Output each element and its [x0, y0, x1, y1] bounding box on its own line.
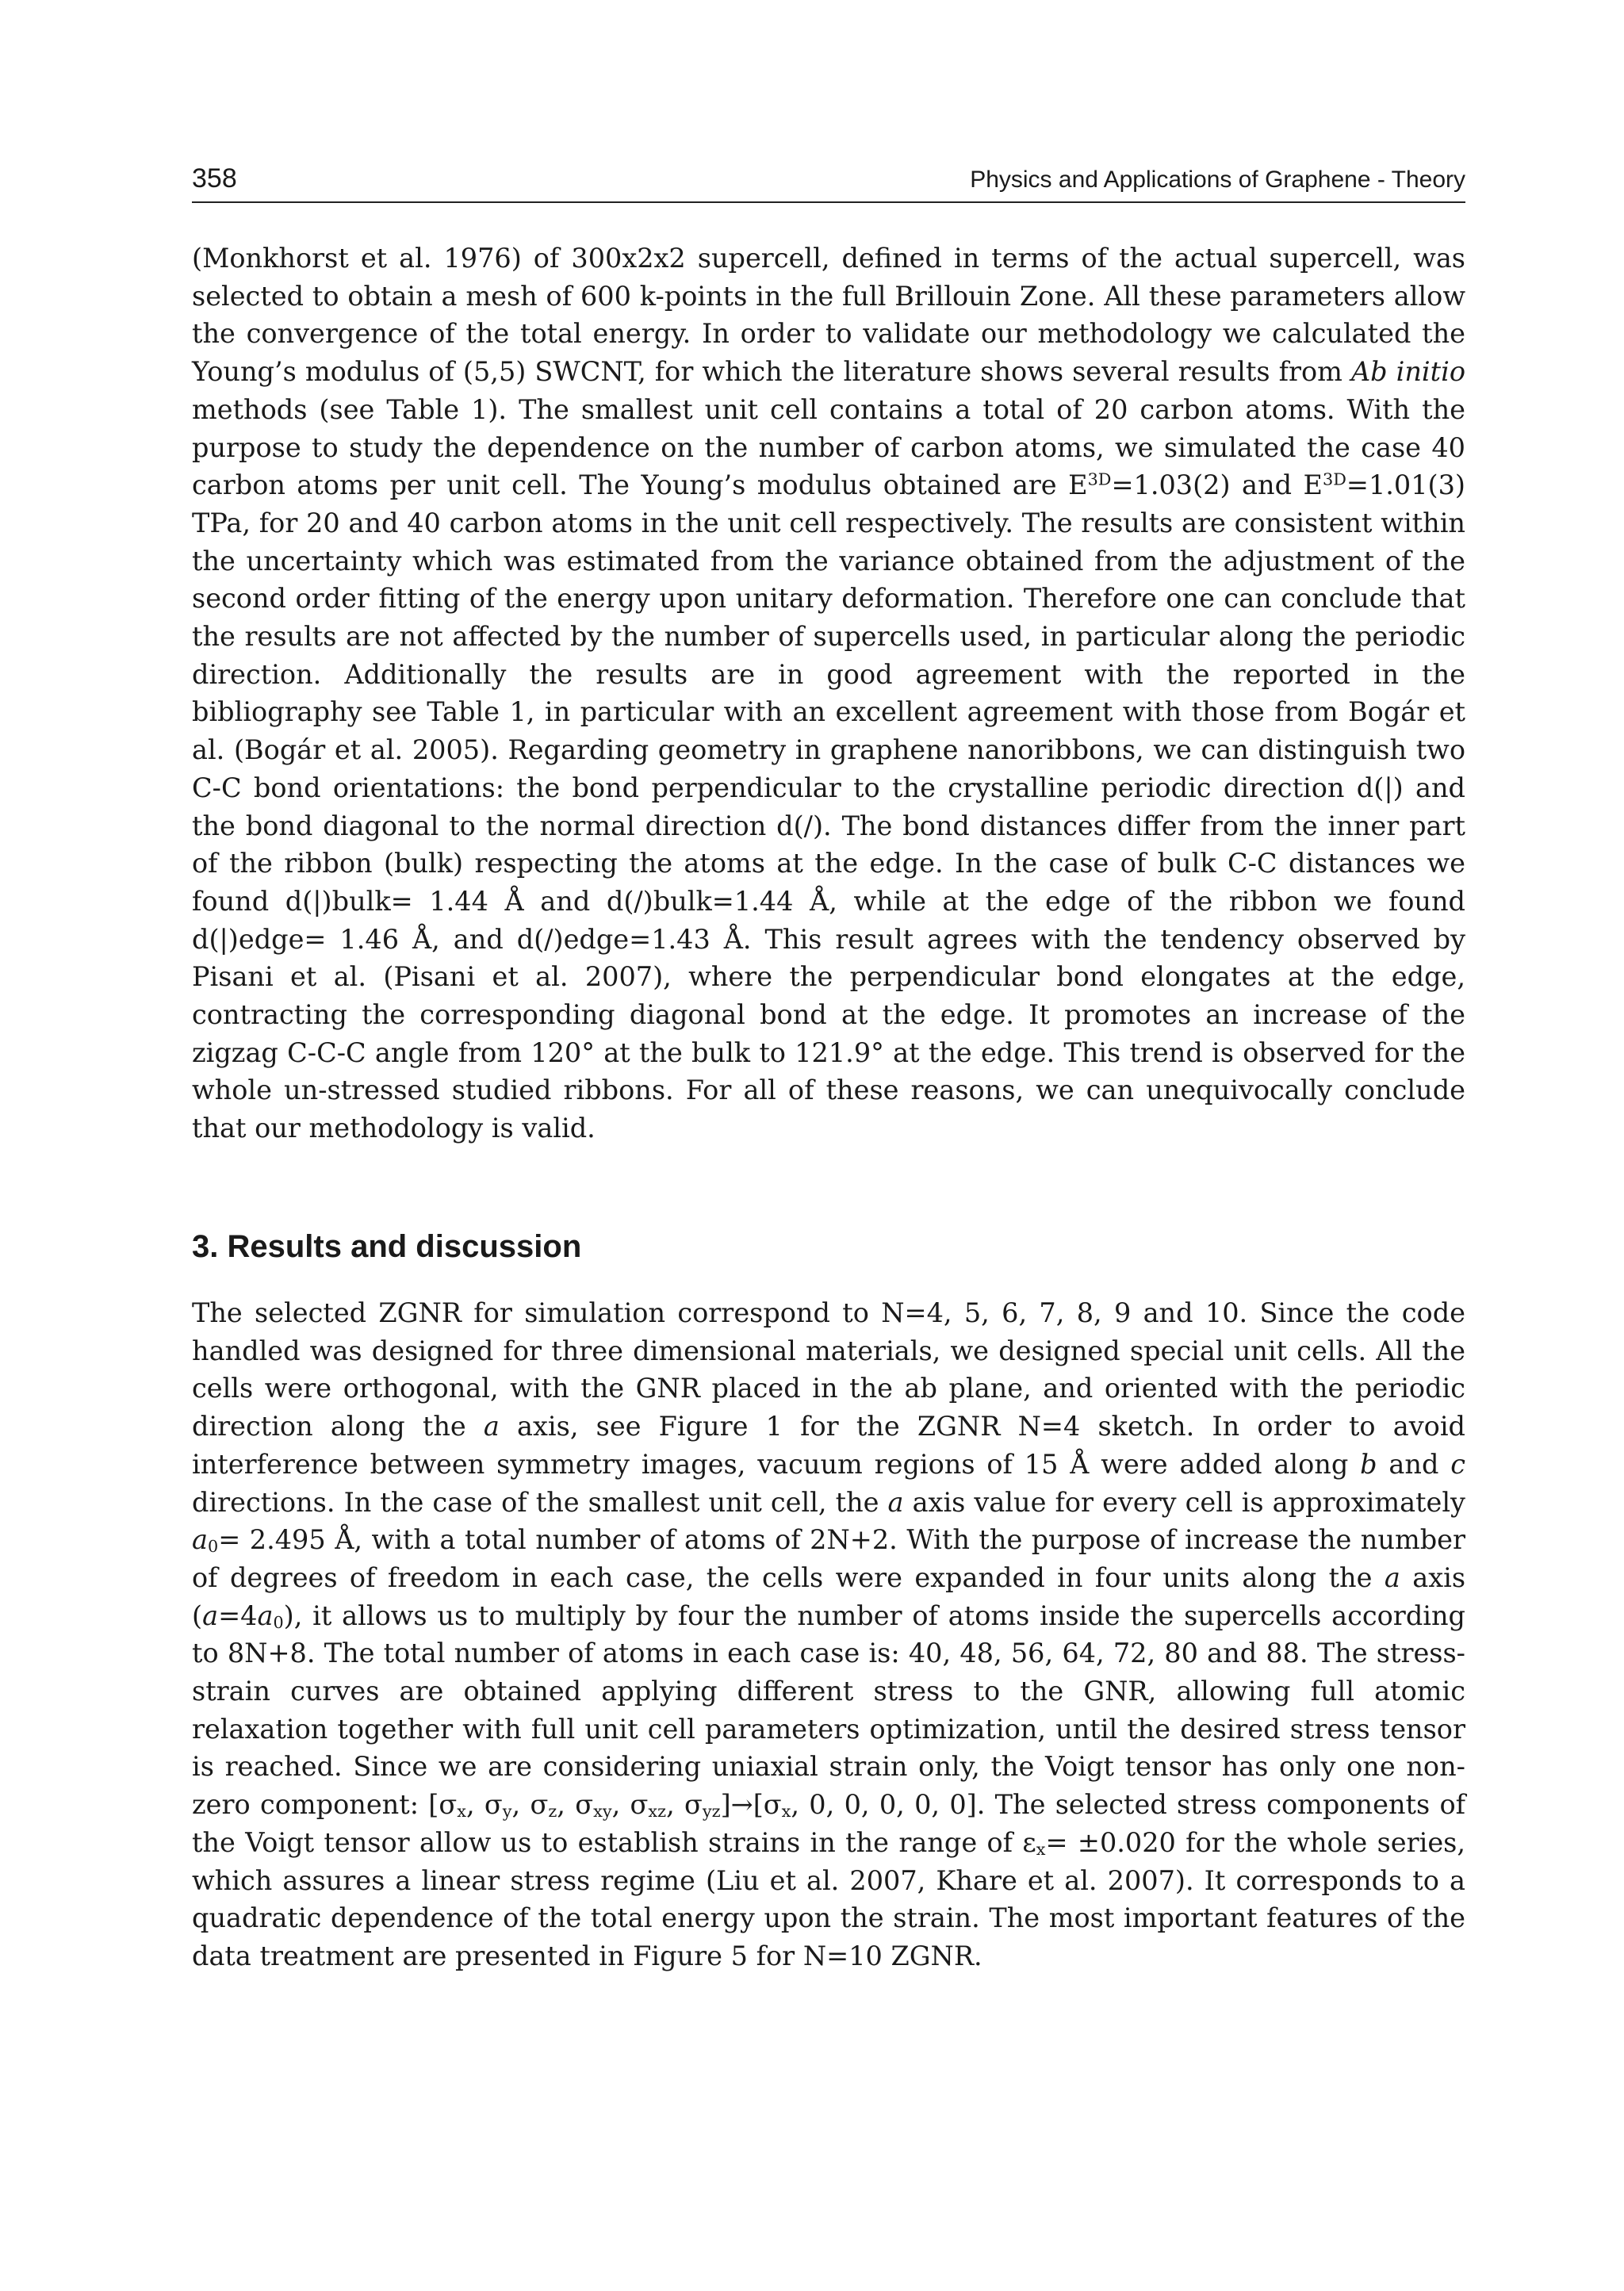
body-paragraph-2: The selected ZGNR for simulation correspond to N=4, 5, 6, 7, 8, 9 and 10. Since the code handled was designed for three dimensional materials, we designed special unit cells. All the cells were orthogonal, with the GNR placed in the ab plane, and oriented with the periodic direction along the a axis, see Figure 1 for the ZGNR N=4 sketch. In order to avoid interference between symmetry images, vacuum regions of 15 Å were added along b and c directions. In the case of the smallest unit cell, the a axis value for every cell is approximately $a_0= 2.495$ Å, with a total number of atoms of 2N+2. With the purpose of increase the number of degrees of freedom in each case, the cells were expanded in four units along the a axis $(a=4a_0)$, it allows us to multiply by four the number of atoms inside the supercells according to 8N+8. The total number of atoms in each case is: 40, 48, 56, 64, 72, 80 and 88. The stress-strain curves are obtained applying different stress to the GNR, allowing full atomic relaxation together with full unit cell parameters optimization, until the desired stress tensor is reached. Since we are considering uniaxial strain only, the Voigt tensor has only one non-zero component: [$\sigma_x$, $\sigma_y$, $\sigma_z$, $\sigma_{xy}$, $\sigma_{xz}$, $\sigma_{yz}]\to[\sigma_x$, 0, 0, 0, 0, 0]. The selected stress components of the Voigt tensor allow us to establish strains in the range of $\varepsilon_x= \pm 0.020$ for the whole series, which assures a linear stress regime (Liu et al. 2007, Khare et al. 2007). It corresponds to a quadratic dependence of the total energy upon the strain. The most important features of the data treatment are presented in Figure 5 for N=10 ZGNR. [192, 1297, 1466, 1971]
page-number: 358 [192, 163, 237, 193]
page-header [192, 162, 1465, 203]
body-paragraph-1: (Monkhorst et al. 1976) of 300x2x2 supercell, defined in terms of the actual supercell, was selected to obtain a mesh of 600 k-points in the full Brillouin Zone. All these parameters allow the convergence of the total energy. In order to validate our methodology we calculated the Young’s modulus of (5,5) SWCNT, for which the literature shows several results from Ab initio methods (see Table 1). The smallest unit cell contains a total of 20 carbon atoms. With the purpose to study the dependence on the number of carbon atoms, we simulated the case 40 carbon atoms per unit cell. The Young’s modulus obtained are $E^{3D}=1.03(2)$ and $E^{3D}=1.01(3)$ TPa, for 20 and 40 carbon atoms in the unit cell respectively. The results are consistent within the uncertainty which was estimated from the variance obtained from the adjustment of the second order fitting of the energy upon unitary deformation. Therefore one can conclude that the results are not affected by the number of supercells used, in particular along the periodic direction. Additionally the results are in good agreement with the reported in the bibliography see Table 1, in particular with an excellent agreement with those from Bogár et al. (Bogár et al. 2005). Regarding geometry in graphene nanoribbons, we can distinguish two C-C bond orientations: the bond perpendicular to the crystalline periodic direction d(|) and the bond diagonal to the normal direction d(/). The bond distances differ from the inner part of the ribbon (bulk) respecting the atoms at the edge. In the case of bulk C-C distances we found d(|)bulk= 1.44 Å and d(/)bulk=1.44 Å, while at the edge of the ribbon we found d(|)edge= 1.46 Å, and d(/)edge=1.43 Å. This result agrees with the tendency observed by Pisani et al. (Pisani et al. 2007), where the perpendicular bond elongates at the edge, contracting the corresponding diagonal bond at the edge. It promotes an increase of the zigzag C-C-C angle from 120° at the bulk to 121.9° at the edge. This trend is observed for the whole un-stressed studied ribbons. For all of these reasons, we can unequivocally conclude that our methodology is valid. [192, 243, 1465, 1144]
section-heading: 3. Results and discussion [192, 1229, 582, 1264]
running-title: Physics and Applications of Graphene - Theory [970, 167, 1465, 193]
